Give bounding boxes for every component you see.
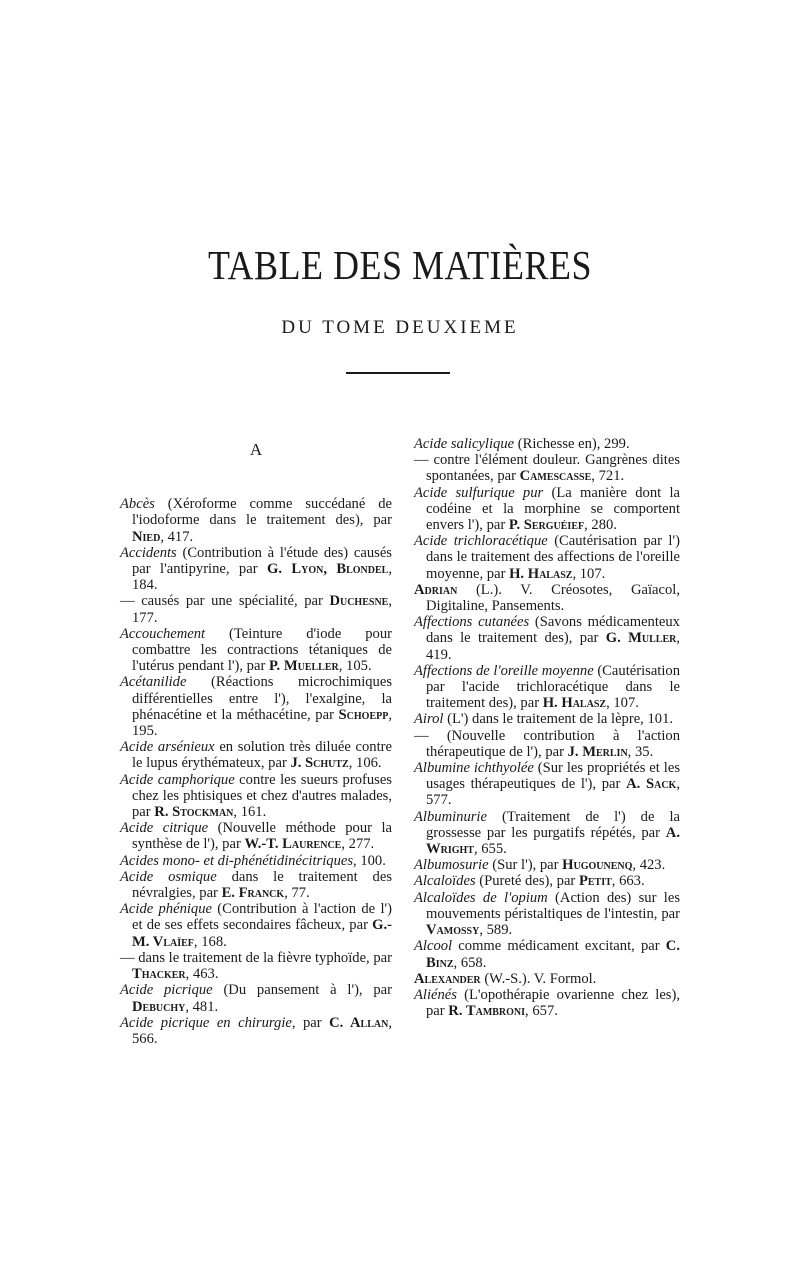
entry-page-ref: , 481. xyxy=(185,998,219,1015)
entry-heading: Albumosurie xyxy=(414,857,489,874)
page-subtitle: DU TOME DEUXIEME xyxy=(281,317,519,338)
entry-author: P. Mueller xyxy=(268,658,339,675)
entry-text: (Pureté des), par xyxy=(475,873,579,890)
entry-page-ref: , 589. xyxy=(479,922,513,939)
entry-page-ref: , 35. xyxy=(627,743,654,760)
entry-heading: Alcool xyxy=(414,938,453,955)
entry-page-ref: , 105. xyxy=(338,658,372,675)
entry-heading: Alcaloïdes xyxy=(414,873,476,890)
entry-heading: Acide picrique en chirurgie xyxy=(120,1014,292,1031)
entry-text: (Nouvelle méthode pour la synthèse de l'), par xyxy=(132,820,393,853)
entry-text: (Cautérisation par l') dans le traitement des affections de l'oreille moyenne, par xyxy=(426,533,680,582)
entry-author: Vamossy xyxy=(426,922,480,939)
entry-page-ref: , 577. xyxy=(426,776,680,809)
entry-heading: Acide picrique xyxy=(120,982,213,999)
entry-author: E. Franck xyxy=(221,885,285,902)
index-entry xyxy=(414,436,680,452)
entry-page-ref: , 657. xyxy=(525,1003,558,1020)
index-entry xyxy=(414,582,680,614)
entry-page-ref: , 195. xyxy=(132,706,392,740)
entry-author: C. Allan xyxy=(329,1014,389,1031)
entry-text: (Du pansement à l'), par xyxy=(212,982,392,999)
entry-heading: Affections cutanées xyxy=(414,614,530,631)
entry-author: Alexander xyxy=(414,970,481,987)
entry-author: Thacker xyxy=(132,966,186,983)
entry-text: , par xyxy=(291,1014,330,1031)
index-column-right xyxy=(414,436,680,1019)
entry-text: — dans le traitement de la fièvre typhoïde, par xyxy=(120,949,392,966)
index-entry xyxy=(120,820,392,852)
entry-heading: Affections de l'oreille moyenne xyxy=(414,662,594,679)
entry-heading: Aliénés xyxy=(414,986,457,1003)
entry-text: (L'opothérapie ovarienne chez les), par xyxy=(426,986,680,1020)
index-entry xyxy=(120,545,392,594)
entry-page-ref: , 463. xyxy=(185,966,219,983)
entry-page-ref: (L.). V. Créosotes, Gaïacol, Digitaline, Pansements. xyxy=(426,581,680,615)
entry-author: J. Schutz xyxy=(290,755,349,772)
entry-page-ref: , 177. xyxy=(132,593,392,626)
entry-text: (Contribution à l'étude des) causés par l'antipyrine, par xyxy=(132,544,392,578)
index-entry xyxy=(414,857,680,873)
entry-heading: Acide sulfurique pur xyxy=(414,484,544,501)
index-entry xyxy=(120,674,392,739)
entry-page-ref: , 106. xyxy=(348,755,382,772)
entry-heading: Acide trichloracétique xyxy=(414,533,548,550)
entry-author: H. Halasz xyxy=(509,565,573,582)
entry-text: — (Nouvelle contribution à l'action thérapeutique de l'), par xyxy=(414,727,680,760)
entry-page-ref: , 77. xyxy=(284,885,310,902)
index-entry xyxy=(120,869,392,901)
entry-text: (Richesse en), 299. xyxy=(514,436,630,452)
entry-author: G. Lyon, Blondel xyxy=(266,561,389,578)
entry-author: W.-T. Laurence xyxy=(244,836,342,853)
entry-author: P. Serguéief xyxy=(508,517,585,534)
entry-heading: Acide osmique xyxy=(120,868,217,885)
entry-heading: Albuminurie xyxy=(414,808,487,825)
entry-author: Debuchy xyxy=(132,998,186,1015)
entry-page-ref: , 658. xyxy=(453,954,487,971)
entry-text: (La manière dont la codéine et la morphine se comportent envers l'), par xyxy=(426,484,680,534)
entry-heading: Airol xyxy=(414,711,444,728)
entry-heading: Alcaloïdes de l'opium xyxy=(414,889,548,906)
index-entry xyxy=(120,950,392,982)
entry-text: dans le traitement des névralgies, par xyxy=(132,868,392,902)
entry-author: J. Merlin xyxy=(567,743,628,760)
index-entry xyxy=(120,853,392,869)
index-entry xyxy=(414,711,680,727)
section-letter: A xyxy=(249,440,263,459)
entry-author: R. Tambroni xyxy=(448,1003,526,1020)
index-entry xyxy=(120,739,392,771)
entry-heading: Acide salicylique xyxy=(414,436,515,452)
entry-heading: Abcès xyxy=(120,496,155,513)
entry-text: (Sur les propriétés et les usages thérapeutiques de l'), par xyxy=(426,760,680,793)
entry-text: (Xéroforme comme succédané de l'iodoforme dans le traitement des), par xyxy=(132,496,392,529)
index-entry xyxy=(120,593,392,625)
entry-page-ref: , 184. xyxy=(132,561,392,594)
entry-text: — causés par une spécialité, par xyxy=(120,593,330,610)
entry-page-ref: , 107. xyxy=(606,695,639,712)
index-entry xyxy=(414,663,680,712)
entry-heading: Albumine ichthyolée xyxy=(414,760,534,777)
index-entry xyxy=(414,873,680,889)
entry-page-ref: , 721. xyxy=(591,468,625,485)
entry-author: Camescasse xyxy=(519,468,592,485)
entry-text: (L') dans le traitement de la lèpre, 101. xyxy=(443,711,674,728)
index-entry xyxy=(414,938,680,970)
index-entry xyxy=(414,971,680,987)
entry-heading: Accouchement xyxy=(120,625,206,642)
entry-page-ref: , 655. xyxy=(473,841,507,858)
index-entry xyxy=(120,1015,392,1047)
entry-text: (Teinture d'iode pour combattre les contractions tétaniques de l'utérus pendant l'), par xyxy=(132,625,392,675)
entry-author: A. Wright xyxy=(426,824,680,858)
index-entry xyxy=(414,485,680,534)
entry-heading: Acides mono- et di-phénétidinécitriques xyxy=(120,852,354,869)
entry-heading: Acide citrique xyxy=(120,820,209,837)
entry-text: (Action des) sur les mouvements péristaltiques de l'intestin, par xyxy=(426,889,680,922)
index-entry xyxy=(120,982,392,1014)
entry-author: G.-M. Vlaïef xyxy=(132,917,392,950)
page-title: TABLE DES MATIÈRES xyxy=(207,242,593,288)
index-column-left xyxy=(120,436,392,1047)
entry-heading: Acide arsénieux xyxy=(120,739,215,756)
index-entry xyxy=(414,760,680,809)
index-entry xyxy=(414,452,680,484)
index-entry xyxy=(414,533,680,582)
entry-page-ref: , 107. xyxy=(572,565,606,582)
entry-page-ref: , 419. xyxy=(426,630,680,663)
entry-text: contre les sueurs profuses chez les phtisiques et chez d'autres malades, par xyxy=(132,771,392,821)
entry-author: Adrian xyxy=(414,581,458,598)
index-entry xyxy=(120,496,392,545)
entry-page-ref: , 663. xyxy=(611,873,645,890)
entry-heading: Accidents xyxy=(120,544,177,561)
entry-text: en solution très diluée contre le lupus érythémateux, par xyxy=(132,739,392,772)
entry-author: H. Halasz xyxy=(542,695,607,712)
entry-page-ref: (W.-S.). V. Formol. xyxy=(480,970,597,987)
entry-page-ref: , 161. xyxy=(233,804,267,821)
entry-list-left xyxy=(120,496,392,1047)
title-rule xyxy=(346,372,450,374)
entry-author: Duchesne xyxy=(329,593,389,610)
entry-text: (Contribution à l'action de l') et de ses effets secondaires fâcheux, par xyxy=(132,901,392,934)
entry-text: (Cautérisation par l'acide trichloracétique dans le traitement des), par xyxy=(426,662,680,712)
entry-page-ref: , 566. xyxy=(132,1014,392,1047)
entry-author: R. Stockman xyxy=(154,804,234,821)
entry-page-ref: , 423. xyxy=(632,857,666,874)
entry-page-ref: , 417. xyxy=(160,528,194,545)
entry-page-ref: , 280. xyxy=(584,517,617,534)
entry-author: Schoepp xyxy=(338,706,389,723)
index-entry xyxy=(414,987,680,1019)
entry-author: Petit xyxy=(578,873,612,890)
entry-text: — contre l'élément douleur. Gangrènes dites spontanées, par xyxy=(414,452,680,485)
entry-page-ref: , 168. xyxy=(193,933,227,950)
entry-author: A. Sack xyxy=(626,776,677,793)
entry-page-ref: , 277. xyxy=(341,836,375,853)
entry-text: (Savons médicamenteux dans le traitement des), par xyxy=(426,614,680,647)
index-entry xyxy=(414,809,680,858)
index-entry xyxy=(120,772,392,821)
entry-author: G. Muller xyxy=(605,630,677,647)
entry-heading: Acide camphorique xyxy=(120,771,235,788)
index-entry xyxy=(414,890,680,939)
entry-heading: Acétanilide xyxy=(120,674,187,691)
entry-text: (Sur l'), par xyxy=(488,857,563,874)
entry-heading: Acide phénique xyxy=(120,901,212,918)
index-entry xyxy=(120,901,392,950)
entry-text: (Réactions microchimiques différentielles entre l'), l'exalgine, la phénacétine et la méthacétine, par xyxy=(132,674,392,723)
index-entry xyxy=(414,614,680,663)
entry-list-right xyxy=(414,436,680,1019)
entry-text: , 100. xyxy=(353,852,386,869)
entry-author: Nied xyxy=(132,528,161,545)
entry-text: (Traitement de l') de la grossesse par les purgatifs répétés, par xyxy=(426,808,680,841)
index-entry xyxy=(120,626,392,675)
entry-text: comme médicament excitant, par xyxy=(452,938,666,955)
entry-author: C. Binz xyxy=(426,938,680,971)
index-entry xyxy=(414,728,680,760)
entry-author: Hugounenq xyxy=(562,857,633,874)
